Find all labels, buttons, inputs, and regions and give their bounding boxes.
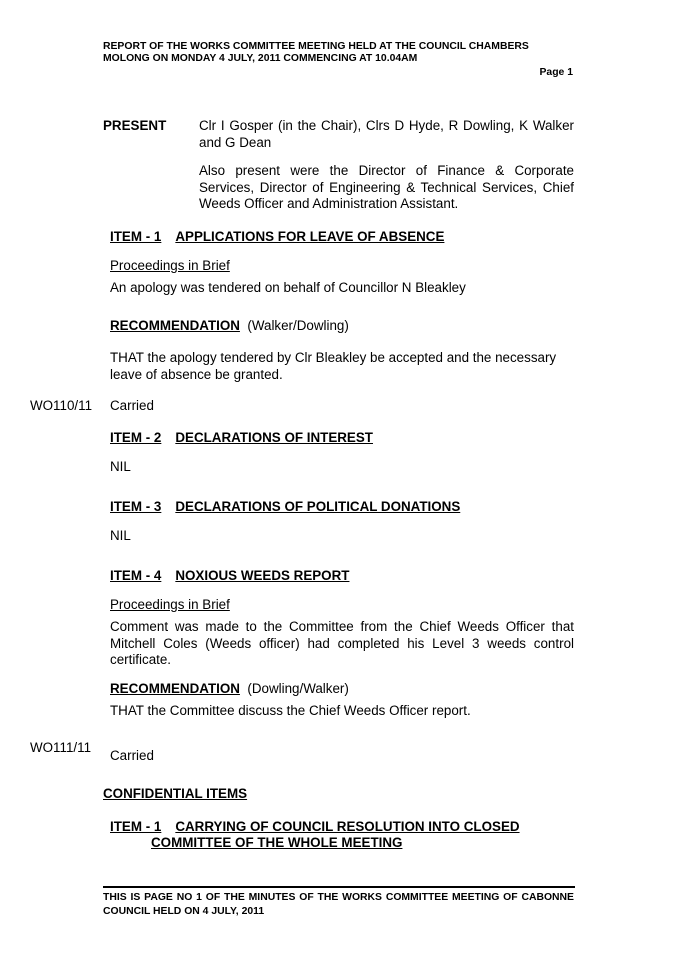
report-header-line-1: REPORT OF THE WORKS COMMITTEE MEETING HELD AT THE COUNCIL CHAMBERS [103, 41, 529, 52]
item4-resolution-number: WO111/11 [30, 740, 92, 755]
item1-rec-label: RECOMMENDATION [110, 318, 240, 333]
present-also: Also present were the Director of Finance & Corporate Services, Director of Engineering & Technical Services, Chief Weeds Officer and Administration Assistant. [199, 163, 574, 211]
item1-proceedings-label: Proceedings in Brief [110, 258, 230, 273]
confidential-item-heading-line-1 [110, 819, 520, 836]
item1-proceedings-text: An apology was tendered on behalf of Councillor N Bleakley [110, 280, 466, 295]
item2-number: ITEM - 2 [110, 430, 162, 445]
item2-text: NIL [110, 459, 131, 474]
item1-outcome: Carried [110, 398, 154, 413]
confidential-item-title-line-1: CARRYING OF COUNCIL RESOLUTION INTO CLOSED [175, 819, 520, 834]
item3-text: NIL [110, 528, 131, 543]
item4-rec-movers: (Dowling/Walker) [247, 681, 349, 696]
confidential-heading: CONFIDENTIAL ITEMS [103, 786, 248, 801]
item1-title: APPLICATIONS FOR LEAVE OF ABSENCE [175, 229, 445, 244]
item4-heading [110, 568, 349, 585]
item4-outcome: Carried [110, 748, 154, 763]
item4-recommendation [110, 681, 349, 698]
item3-number: ITEM - 3 [110, 499, 162, 514]
item1-rec-text: THAT the apology tendered by Clr Bleakley be accepted and the necessary leave of absence be granted. [110, 350, 557, 382]
item4-title: NOXIOUS WEEDS REPORT [175, 568, 350, 583]
item4-proceedings-label: Proceedings in Brief [110, 597, 230, 612]
footer-text: THIS IS PAGE NO 1 OF THE MINUTES OF THE WORKS COMMITTEE MEETING OF CABONNE COUNCIL HELD ON 4 JULY, 2011 [103, 892, 574, 917]
page-number: Page 1 [539, 67, 573, 78]
confidential-item-number: ITEM - 1 [110, 819, 162, 834]
item4-proceedings-text: Comment was made to the Committee from the Chief Weeds Officer that Mitchell Coles (Weeds officer) had completed his Level 3 weeds control certificate. [110, 619, 574, 667]
item2-title: DECLARATIONS OF INTEREST [175, 430, 373, 445]
item4-rec-label: RECOMMENDATION [110, 681, 240, 696]
item1-heading [110, 229, 444, 246]
item3-heading [110, 499, 460, 516]
item4-number: ITEM - 4 [110, 568, 162, 583]
report-header-line-2: MOLONG ON MONDAY 4 JULY, 2011 COMMENCING AT 10.04AM [103, 53, 418, 64]
present-members: Clr I Gosper (in the Chair), Clrs D Hyde, R Dowling, K Walker and G Dean [199, 118, 574, 150]
present-label: PRESENT [103, 118, 167, 133]
item2-heading [110, 430, 373, 447]
item3-title: DECLARATIONS OF POLITICAL DONATIONS [175, 499, 461, 514]
confidential-item-title-line-2: COMMITTEE OF THE WHOLE MEETING [151, 835, 403, 850]
item1-resolution-number: WO110/11 [30, 398, 93, 413]
item1-number: ITEM - 1 [110, 229, 162, 244]
footer-rule [103, 886, 575, 888]
item4-rec-text: THAT the Committee discuss the Chief Weeds Officer report. [110, 703, 471, 718]
item1-rec-movers: (Walker/Dowling) [247, 318, 349, 333]
item1-recommendation [110, 318, 349, 335]
